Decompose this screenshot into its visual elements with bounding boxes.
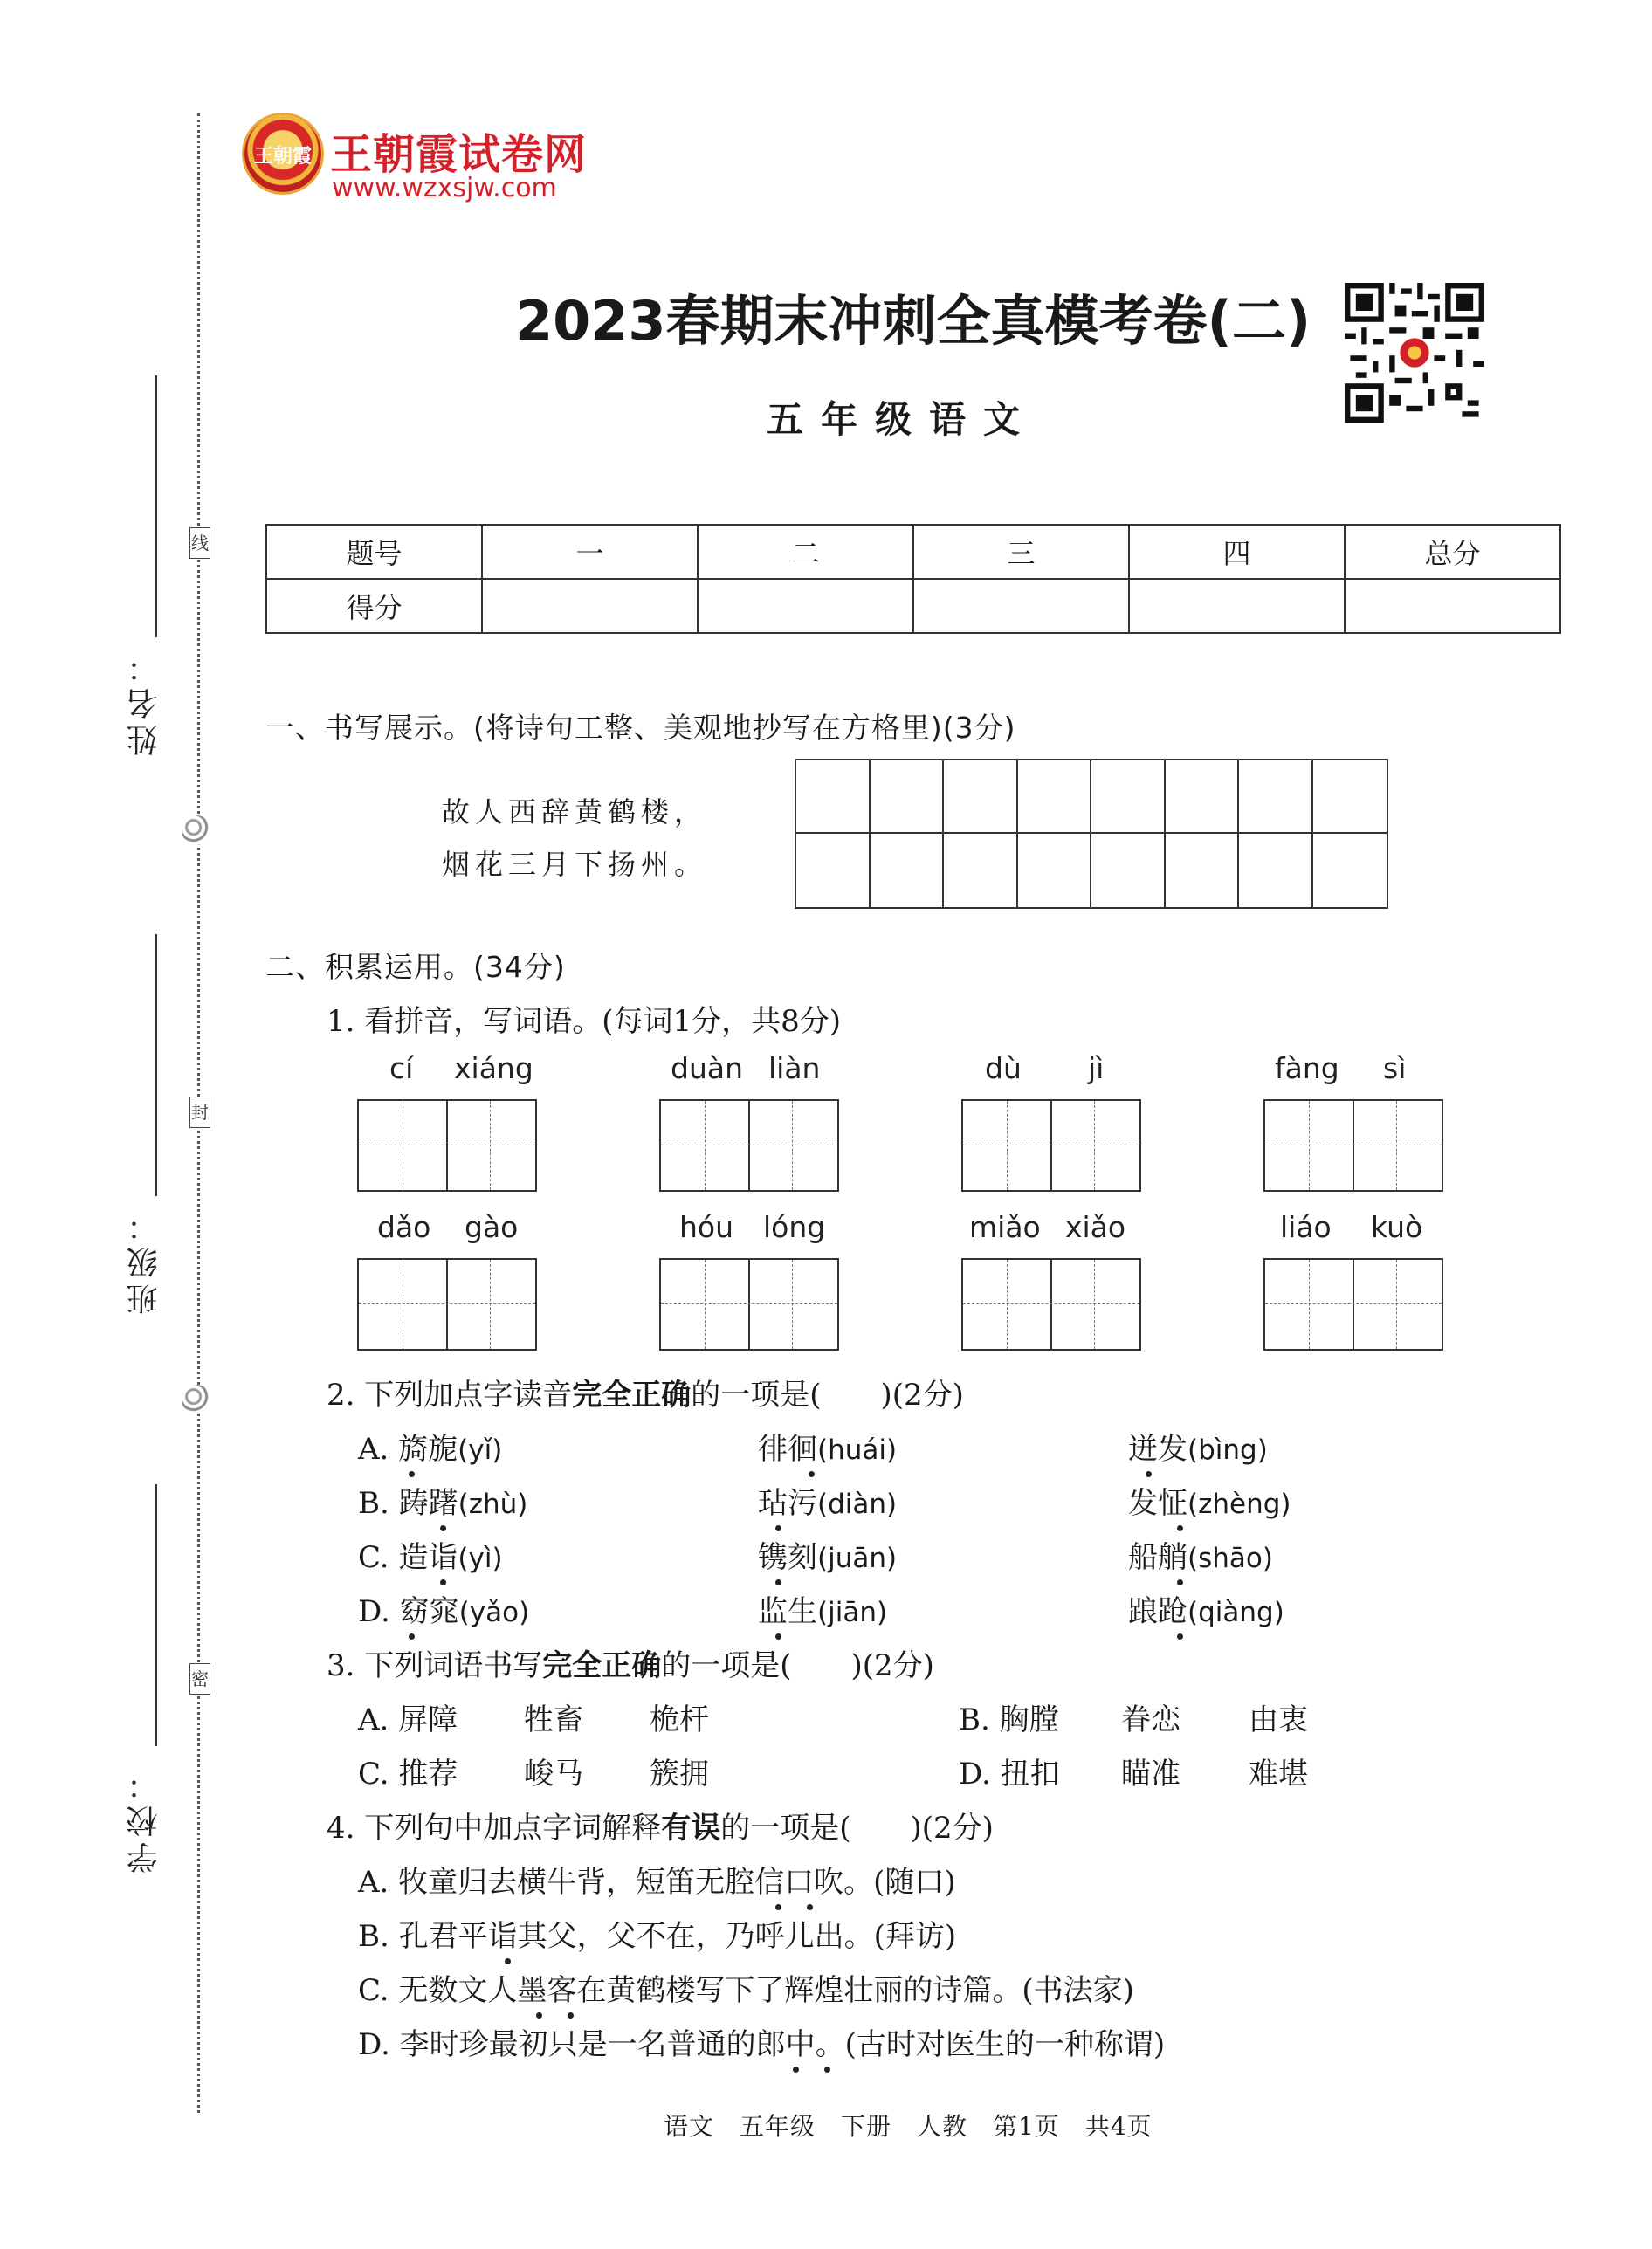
pinyin: cí <box>389 1051 414 1085</box>
swirl-ornament-icon <box>182 1385 211 1414</box>
emphasis-dot <box>775 1579 781 1585</box>
emphasis-dot <box>824 2067 830 2073</box>
score-input-cell[interactable] <box>1129 579 1345 633</box>
q3-option-b-word3: 由衷 <box>1249 1702 1308 1737</box>
score-input-cell[interactable] <box>482 579 698 633</box>
emphasis-dot <box>505 1958 511 1964</box>
q3-option-b-word2: 眷恋 <box>1121 1702 1180 1737</box>
writing-grid[interactable] <box>795 759 1388 909</box>
q2-option-a-word2: 徘徊(huái) <box>758 1432 898 1467</box>
q3-option-c-word2: 峻马 <box>524 1757 583 1792</box>
pinyin: xiǎo <box>1065 1210 1126 1244</box>
school-underline <box>155 1484 157 1746</box>
emphasis-dot <box>409 1633 415 1640</box>
q2-option-c[interactable]: C. 造诣(yì) <box>358 1540 503 1575</box>
q2-option-d-word2: 监生(jiān) <box>758 1594 888 1629</box>
q2-option-c-word2: 镌刻(juān) <box>758 1540 898 1575</box>
tianzige-box[interactable] <box>659 1099 839 1192</box>
q2-option-b[interactable]: B. 踌躇(zhù) <box>358 1486 528 1521</box>
swirl-ornament-icon <box>182 815 211 845</box>
q4-option-a[interactable]: A. 牧童归去横牛背，短笛无腔信口吹。(随口) <box>358 1865 956 1900</box>
q2-option-a[interactable]: A. 旖旎(yǐ) <box>358 1432 503 1467</box>
school-label: 学校： <box>127 1764 162 1874</box>
score-table-score-row <box>266 579 1560 633</box>
tianzige-box[interactable] <box>357 1258 537 1351</box>
emphasis-dot <box>1146 1471 1152 1477</box>
pinyin: jì <box>1088 1051 1105 1085</box>
emphasis-dot <box>775 1633 781 1640</box>
emphasis-dot <box>1177 1633 1183 1640</box>
score-header-cell: 三 <box>913 525 1129 579</box>
pinyin: dù <box>985 1051 1022 1085</box>
q1-stem: 1. 看拼音，写词语。(每词1分，共8分) <box>327 1004 842 1039</box>
tianzige-box[interactable] <box>357 1099 537 1192</box>
pinyin: lóng <box>763 1210 826 1244</box>
pinyin: duàn <box>671 1051 743 1085</box>
score-header-cell: 题号 <box>266 525 482 579</box>
tianzige-box[interactable] <box>961 1258 1141 1351</box>
brand-name: 王朝霞试卷网 <box>330 130 588 179</box>
q3-option-a[interactable]: A. 屏障 <box>358 1702 458 1737</box>
emphasis-dot <box>1177 1525 1183 1531</box>
emphasis-dot <box>807 1904 813 1910</box>
pinyin: miǎo <box>969 1210 1041 1244</box>
tianzige-box[interactable] <box>659 1258 839 1351</box>
q4-option-b[interactable]: B. 孔君平诣其父，父不在，乃呼儿出。(拜访) <box>358 1919 957 1954</box>
emphasis-dot <box>775 1525 781 1531</box>
exam-title: 2023春期末冲刺全真模考卷(二) <box>515 289 1311 353</box>
section1-heading: 一、书写展示。(将诗句工整、美观地抄写在方格里)(3分) <box>265 711 1016 745</box>
score-header-cell: 一 <box>482 525 698 579</box>
score-row-label: 得分 <box>266 579 482 633</box>
qr-code-icon <box>1345 283 1484 423</box>
score-header-cell: 二 <box>698 525 913 579</box>
q3-option-d-word2: 瞄准 <box>1121 1757 1180 1792</box>
q3-option-a-word2: 牲畜 <box>524 1702 583 1737</box>
pinyin: liáo <box>1280 1210 1332 1244</box>
score-table <box>265 524 1561 634</box>
pinyin: fàng <box>1275 1051 1339 1085</box>
q2-option-d-word3: 踉跄(qiàng) <box>1128 1594 1284 1629</box>
seal-char-xian: 线 <box>189 527 210 559</box>
emphasis-dot <box>536 2012 542 2019</box>
q2-option-b-word3: 发怔(zhèng) <box>1128 1486 1291 1521</box>
class-label: 班级： <box>127 1205 162 1315</box>
tianzige-box[interactable] <box>961 1099 1141 1192</box>
name-label: 姓名： <box>127 646 162 756</box>
q2-option-c-word3: 船艄(shāo) <box>1128 1540 1273 1575</box>
brand-url[interactable]: www.wzxsjw.com <box>332 173 557 203</box>
pinyin: hóu <box>679 1210 734 1244</box>
score-input-cell[interactable] <box>698 579 913 633</box>
name-underline <box>155 375 157 637</box>
class-underline <box>155 934 157 1196</box>
q4-stem: 4. 下列句中加点字词解释有误的一项是( )(2分) <box>327 1811 994 1846</box>
tianzige-box[interactable] <box>1263 1099 1443 1192</box>
emphasis-dot <box>775 1904 781 1910</box>
emphasis-dot <box>440 1525 446 1531</box>
emphasis-dot <box>409 1471 415 1477</box>
q3-option-d[interactable]: D. 扭扣 <box>959 1757 1060 1792</box>
q2-option-b-word2: 玷污(diàn) <box>758 1486 898 1521</box>
poem-line-2: 烟花三月下扬州。 <box>442 848 708 881</box>
page-footer: 语文 五年级 下册 人教 第1页 共4页 <box>664 2112 1153 2141</box>
tianzige-box[interactable] <box>1263 1258 1443 1351</box>
poem-line-1: 故人西辞黄鹤楼， <box>442 795 708 829</box>
brand-seal-logo: 王朝霞 <box>244 115 321 192</box>
emphasis-dot <box>809 1471 815 1477</box>
emphasis-dot <box>568 2012 574 2019</box>
score-header-cell: 总分 <box>1345 525 1560 579</box>
q3-option-d-word3: 难堪 <box>1249 1757 1308 1792</box>
score-input-cell[interactable] <box>1345 579 1560 633</box>
pinyin: xiáng <box>454 1051 533 1085</box>
pinyin: liàn <box>768 1051 821 1085</box>
pinyin: gào <box>465 1210 519 1244</box>
section2-heading: 二、积累运用。(34分) <box>265 950 566 984</box>
exam-subtitle: 五年级语文 <box>767 398 1038 441</box>
q2-option-a-word3: 迸发(bìng) <box>1128 1432 1268 1467</box>
q3-option-b[interactable]: B. 胸膛 <box>959 1702 1059 1737</box>
q2-stem: 2. 下列加点字读音完全正确的一项是( )(2分) <box>327 1378 964 1413</box>
q3-option-a-word3: 桅杆 <box>650 1702 709 1737</box>
pinyin: dǎo <box>377 1210 431 1244</box>
pinyin: kuò <box>1371 1210 1423 1244</box>
q3-option-c[interactable]: C. 推荐 <box>358 1757 458 1792</box>
score-table-header-row <box>266 525 1560 579</box>
pinyin: sì <box>1383 1051 1407 1085</box>
seal-char-feng: 封 <box>189 1097 210 1128</box>
q3-option-c-word3: 簇拥 <box>650 1757 709 1792</box>
q4-option-d[interactable]: D. 李时珍最初只是一名普通的郎中。(古时对医生的一种称谓) <box>358 2027 1166 2062</box>
seal-char-mi: 密 <box>189 1663 210 1695</box>
q2-option-d[interactable]: D. 窈窕(yǎo) <box>358 1594 530 1629</box>
emphasis-dot <box>793 2067 799 2073</box>
score-input-cell[interactable] <box>913 579 1129 633</box>
q4-option-c[interactable]: C. 无数文人墨客在黄鹤楼写下了辉煌壮丽的诗篇。(书法家) <box>358 1973 1134 2008</box>
score-header-cell: 四 <box>1129 525 1345 579</box>
emphasis-dot <box>1177 1579 1183 1585</box>
emphasis-dot <box>440 1579 446 1585</box>
q3-stem: 3. 下列词语书写完全正确的一项是( )(2分) <box>327 1648 934 1683</box>
